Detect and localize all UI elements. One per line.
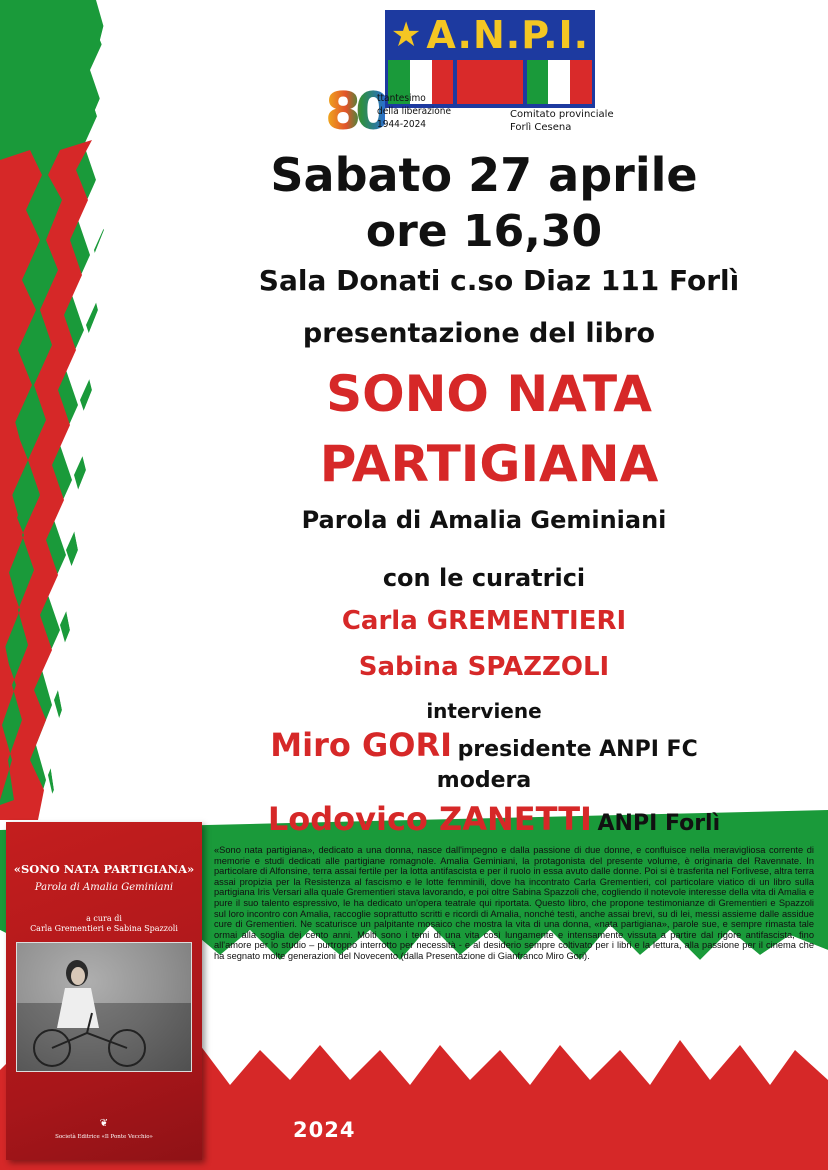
anpi-logo-label: A.N.P.I. (426, 13, 590, 57)
event-place: Sala Donati c.so Diaz 111 Forlì (258, 264, 740, 297)
book-cover-curatori-line2: Carla Grementieri e Sabina Spazzoli (30, 924, 178, 933)
anpi-logo-text (388, 13, 592, 57)
anniversary-mark (325, 84, 515, 140)
curatrici-label: con le curatrici (382, 564, 586, 592)
curatrice-1: Carla GREMENTIERI (341, 606, 627, 636)
anniversary-line3: 1944-2024 (377, 119, 427, 130)
event-date: Sabato 27 aprile (270, 148, 698, 202)
modera-label: modera (436, 768, 532, 793)
book-subtitle: Parola di Amalia Geminiani (301, 506, 667, 534)
book-cover-publisher: Società Editrice «Il Ponte Vecchio» (55, 1134, 153, 1140)
book-cover-photo (16, 942, 192, 1072)
flag-decoration-left (0, 0, 150, 820)
anniversary-line2: della liberazione (377, 106, 452, 117)
book-cover-title: «SONO NATA PARTIGIANA» (13, 862, 195, 876)
moderator-role: ANPI Forlì (597, 811, 721, 836)
comitato-label (510, 108, 614, 134)
publisher-logo-icon: ❦ (99, 1118, 109, 1129)
book-cover-curatori-line1: a cura di (86, 914, 122, 923)
event-time: ore 16,30 (365, 206, 603, 257)
anniversary-number: 80 (325, 82, 386, 142)
book-cover-curatori (6, 914, 202, 934)
book-title-line1: SONO NATA (326, 365, 652, 423)
moderator-line (160, 796, 828, 848)
moderator-name: Lodovico ZANETTI (267, 800, 592, 838)
woman-on-bicycle-photo (17, 943, 192, 1072)
speaker-name: Miro GORI (270, 726, 452, 764)
anniversary-line1: ttantesimo (377, 93, 426, 104)
comitato-line1: Comitato provinciale (510, 109, 614, 120)
comitato-line2: Forlì Cesena (510, 122, 572, 133)
book-cover (6, 822, 202, 1160)
flag-icon (527, 60, 592, 104)
star-icon: ★ (390, 15, 423, 55)
book-title-line2: PARTIGIANA (319, 435, 659, 493)
anniversary-text (377, 92, 451, 131)
interviene-label: interviene (426, 699, 542, 723)
book-cover-subtitle: Parola di Amalia Geminiani (34, 882, 174, 893)
speaker-role: presidente ANPI FC (457, 737, 698, 762)
curatrice-2: Sabina SPAZZOLI (358, 652, 610, 682)
year-label: 2024 (293, 1118, 356, 1142)
book-intro: presentazione del libro (302, 318, 656, 349)
book-description: «Sono nata partigiana», dedicato a una donna, nasce dall'impegno e dalla passione di due donne, e confluisce nella meravigliosa corrente di memorie e studi dedicati alle partigiane romagnole. Amalia Geminiani, la protagonista del presente volume, è originaria del Ravennate. In particolare di Alfonsine, terra assai fertile per la lotta antifascista e per il ruolo in essa avuto dalle donne. Poi si è trasferita nel Forlivese, altra terra assai propizia per la Resistenza al fascismo e le lotte femminili, dove ha incontrato Carla Grementieri, col particolare viatico di un libro sulla partigiana Iris Versari alla quale Grementieri stava lavorando, e poi oltre Sabina Spazzoli che, cogliendo il notevole interesse della vita di Amalia e pure il suo talento espressivo, le ha dedicato un'opera teatrale qui riportata. Questo libro, che propone testimonianze di Grementieri e Spazzoli sul loro incontro con Amalia, raccoglie soprattutto scritti e ricordi di Amalia, nonché testi, anche assai brevi, su di lei, messi assieme dalle assidue cure di Grementieri. Ne scaturisce un palpitante mosaico che mostra la vita di una donna, «nata partigiana», parole sue, e sempre rimasta tale ormai alla soglia dei cento anni. Molti sono i temi di una vita così lungamente e intensamente vissuta a partire dal rigore antifascista, fino all'amore per lo studio – purtroppo interrotto per necessità - e al desiderio sempre coltivato per i libri e la lettura, alla passione per il cinema che ha segnato molte generazioni del Novecento (dalla Presentazione di Gianfranco Miro Gori). (214, 845, 814, 961)
